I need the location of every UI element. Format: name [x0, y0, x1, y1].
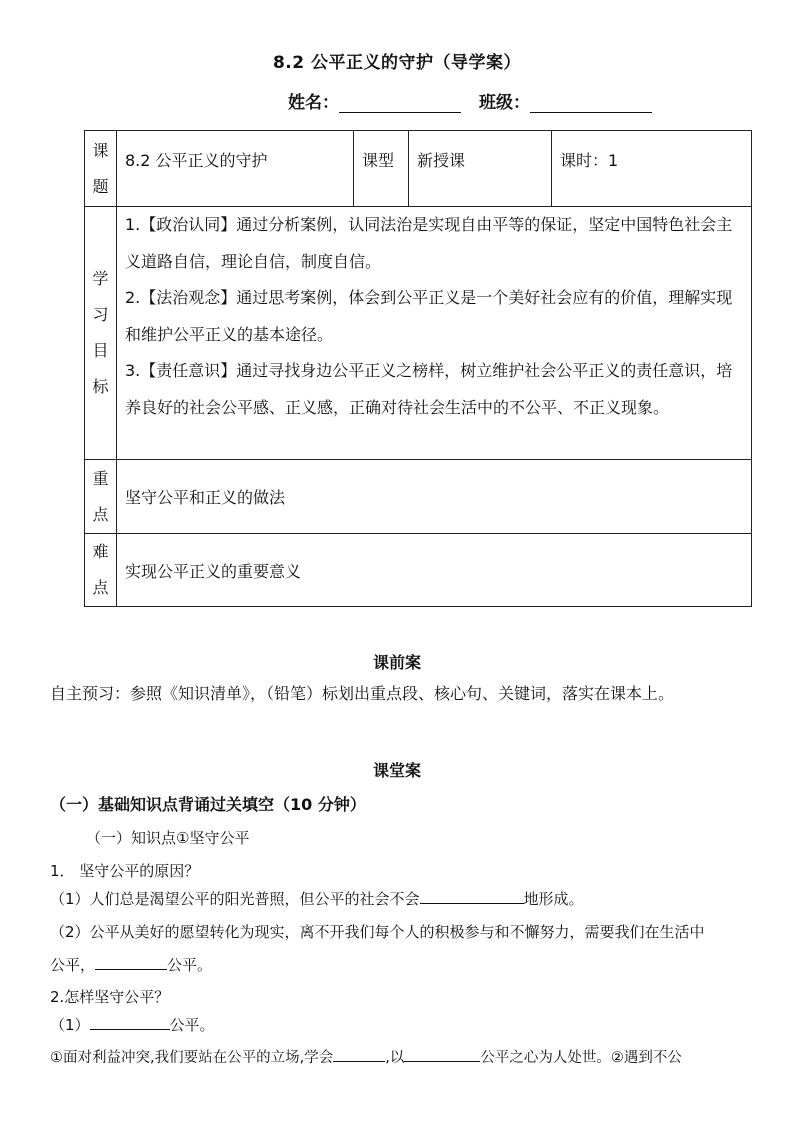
preclass-text: 自主预习：参照《知识清单》，（铅笔）标划出重点段、核心句、关键词，落实在课本上。	[50, 684, 675, 703]
fill-blank[interactable]	[90, 1015, 170, 1030]
difficult-row	[85, 534, 752, 607]
goal-item: 1.【政治认同】通过分析案例，认同法治是实现自由平等的保证，坚定中国特色社会主义道路自信，理论自信，制度自信。	[125, 215, 733, 271]
page-title: 8.2 公平正义的守护（导学案）	[272, 53, 522, 73]
goal-item: 3.【责任意识】通过寻找身边公平正义之榜样，树立维护社会公平正义的责任意识，培养良好的社会公平感、正义感，正确对待社会生活中的不公平、不正义现象。	[125, 361, 733, 417]
fill-blank[interactable]	[404, 1047, 480, 1062]
difficult-label: 难 点	[85, 534, 117, 607]
topic-row	[85, 131, 752, 207]
question-2-1-detail: ①面对利益冲突,我们要站在公平的立场,学会 ,以 公平之心为人处世。②遇到不公	[50, 1046, 682, 1067]
key-value: 坚守公平和正义的做法	[117, 460, 752, 534]
inclass-title: 课堂案	[372, 761, 421, 780]
goal-item: 2.【法治观念】通过思考案例，体会到公平正义是一个美好社会应有的价值，理解实现和维护公平正义的基本途径。	[125, 288, 733, 344]
name-label: 姓名：	[288, 93, 339, 113]
question-1-1: （1）人们总是渴望公平的阳光普照，但公平的社会不会 地形成。	[50, 890, 584, 908]
fill-blank[interactable]	[333, 1047, 385, 1062]
class-label: 班级：	[479, 93, 530, 113]
section-heading: （一）基础知识点背诵过关填空（10 分钟）	[50, 795, 366, 814]
question-1-2-cont: 公平， 公平。	[50, 956, 213, 974]
lesson-plan-table	[84, 130, 752, 607]
hours-value: 课时：1	[552, 131, 752, 207]
name-class-row	[288, 88, 652, 113]
goals-row	[85, 207, 752, 460]
name-blank[interactable]	[339, 94, 461, 113]
topic-value: 8.2 公平正义的守护	[117, 131, 354, 207]
type-value: 新授课	[409, 131, 552, 207]
fill-blank[interactable]	[95, 955, 167, 970]
topic-label: 课 题	[85, 131, 117, 207]
type-label: 课型	[354, 131, 409, 207]
preclass-title: 课前案	[372, 653, 421, 672]
question-1: 1． 坚守公平的原因？	[50, 862, 200, 880]
question-1-2: （2）公平从美好的愿望转化为现实，离不开我们每个人的积极参与和不懈努力，需要我们在生活中	[50, 923, 705, 941]
class-blank[interactable]	[530, 94, 652, 113]
question-2: 2.怎样坚守公平？	[50, 988, 170, 1006]
question-2-1: （1） 公平。	[50, 1016, 215, 1034]
goals-label: 学 习 目 标	[85, 207, 117, 460]
key-row	[85, 460, 752, 534]
knowledge-subheading: （一）知识点①坚守公平	[86, 829, 250, 847]
difficult-value: 实现公平正义的重要意义	[117, 534, 752, 607]
fill-blank[interactable]	[420, 889, 524, 904]
key-label: 重 点	[85, 460, 117, 534]
goals-content	[117, 207, 752, 460]
